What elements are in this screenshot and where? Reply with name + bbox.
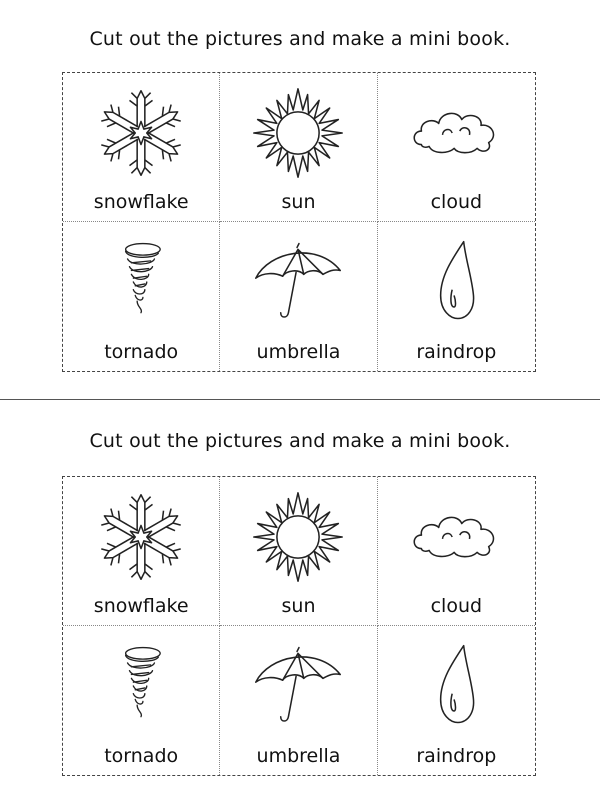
card-label: sun [281,595,316,617]
card-label: raindrop [416,745,497,767]
umbrella-icon [250,638,346,734]
snowflake-icon [93,85,189,181]
umbrella-icon [250,234,346,330]
card-cloud [378,477,535,626]
card-grid [62,476,536,776]
card-label: snowflake [93,595,189,617]
card-label: tornado [104,341,179,363]
snowflake-icon [93,489,189,585]
card-label: sun [281,191,316,213]
sun-icon [250,85,346,181]
card-sun [220,477,377,626]
raindrop-icon [408,638,504,734]
worksheet-bottom [0,400,600,800]
card-snowflake [63,73,220,222]
card-label: cloud [430,595,483,617]
card-label: snowflake [93,191,189,213]
card-cloud [378,73,535,222]
card-raindrop [378,222,535,371]
card-label: raindrop [416,341,497,363]
card-umbrella [220,626,377,775]
card-label: tornado [104,745,179,767]
card-label: umbrella [256,341,341,363]
card-sun [220,73,377,222]
card-raindrop [378,626,535,775]
tornado-icon [93,638,189,734]
card-label: cloud [430,191,483,213]
sun-icon [250,489,346,585]
cloud-icon [408,489,504,585]
card-tornado [63,222,220,371]
instructions: Cut out the pictures and make a mini book. [89,430,511,452]
card-grid [62,72,536,372]
raindrop-icon [408,234,504,330]
card-umbrella [220,222,377,371]
tornado-icon [93,234,189,330]
cloud-icon [408,85,504,181]
card-snowflake [63,477,220,626]
card-tornado [63,626,220,775]
card-label: umbrella [256,745,341,767]
instructions: Cut out the pictures and make a mini book. [89,28,511,50]
